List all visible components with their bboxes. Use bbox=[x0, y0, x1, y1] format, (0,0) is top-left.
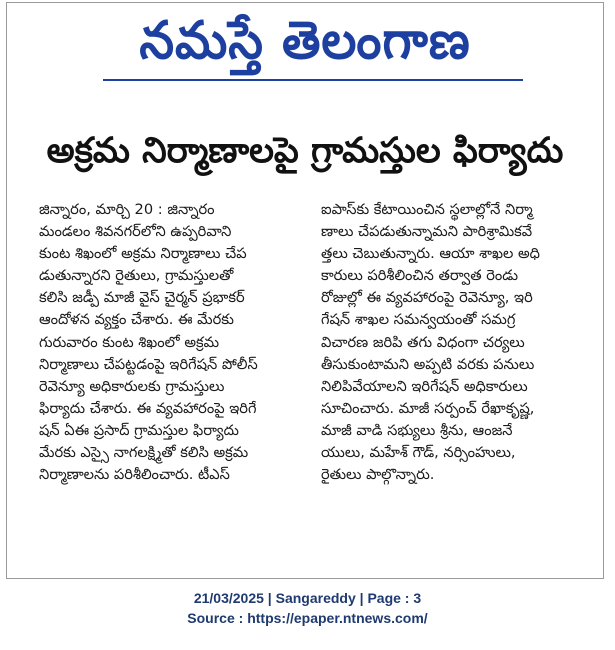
article-left-column bbox=[39, 199, 309, 486]
text-line: యులు, మహేశ్ గౌడ్, నర్సింహులు, bbox=[321, 444, 516, 462]
text-line: జిన్నారం, మార్చి 20 : జిన్నారం bbox=[39, 201, 215, 218]
masthead-rule bbox=[103, 79, 523, 81]
article-right-column bbox=[321, 199, 591, 486]
text-line: త్తలు చెబుతున్నారు. ఆయా శాఖల అధి bbox=[321, 245, 540, 263]
text-line: నిలిపివేయాలని ఇరిగేషన్ అధికారులు bbox=[321, 377, 528, 395]
text-line: షన్ ఏఈ ప్రసాద్ గ్రామస్తుల ఫిర్యాదు bbox=[39, 421, 239, 439]
article-headline: అక్రమ నిర్మాణాలపై గ్రామస్తుల ఫిర్యాదు bbox=[46, 131, 564, 171]
text-line: కలిసి జడ్పీ మాజీ వైస్ చైర్మన్ ప్రభాకర్ bbox=[39, 289, 245, 307]
text-line: నిర్మాణాలను పరిశీలించారు. టీఎస్ bbox=[39, 466, 230, 484]
text-line: మాజీ వాడి సభ్యులు శ్రీను, ఆంజనే bbox=[321, 421, 513, 439]
text-line: సూచించారు. మాజీ సర్పంచ్ రేఖాకృష్ణ, bbox=[321, 399, 535, 417]
text-line: గేషన్ శాఖల సమన్వయంతో సమగ్ర bbox=[321, 311, 516, 329]
text-line: మండలం శివనగర్‌లోని ఉప్పరివాని bbox=[39, 223, 232, 241]
newspaper-clipping bbox=[6, 2, 604, 579]
text-line: విచారణ జరిపి తగు విధంగా చర్యలు bbox=[321, 333, 525, 351]
text-line: డుతున్నారని రైతులు, గ్రామస్తులతో bbox=[39, 267, 234, 285]
text-line: ఆందోళన వ్యక్తం చేశారు. ఈ మేరకు bbox=[39, 311, 234, 329]
footer-source: Source : https://epaper.ntnews.com/ bbox=[187, 610, 428, 626]
text-line: కుంట శిఖంలో అక్రమ నిర్మాణాలు చేప bbox=[39, 245, 247, 263]
text-line: రోజుల్లో ఈ వ్యవహారంపై రెవెన్యూ, ఇరి bbox=[321, 289, 533, 307]
text-line: రెవెన్యూ అధికారులకు గ్రామస్తులు bbox=[39, 377, 225, 395]
text-line: తీసుకుంటామని అప్పటి వరకు పనులు bbox=[321, 355, 535, 373]
text-line: కారులు పరిశీలించిన తర్వాత రెండు bbox=[321, 267, 519, 285]
text-line: ణాలు చేపడుతున్నామని పారిశ్రామికవే bbox=[321, 223, 533, 241]
text-line: గురువారం కుంట శిఖంలో అక్రమ bbox=[39, 333, 220, 351]
text-line: నిర్మాణాలు చేపట్టడంపై ఇరిగేషన్ పోలీస్ bbox=[39, 355, 258, 373]
text-line: మేరకు ఎస్సై నాగలక్ష్మితో కలిసి అక్రమ bbox=[39, 444, 249, 462]
footer-date-edition: 21/03/2025 | Sangareddy | Page : 3 bbox=[193, 590, 422, 606]
text-line: రైతులు పాల్గొన్నారు. bbox=[321, 466, 435, 484]
newspaper-masthead: నమస్తే తెలంగాణ bbox=[139, 11, 471, 71]
text-line: ఐపాస్‌కు కేటాయించిన స్థలాల్లోనే నిర్మా bbox=[321, 201, 533, 218]
text-line: ఫిర్యాదు చేశారు. ఈ వ్యవహారంపై ఇరిగే bbox=[39, 399, 257, 417]
